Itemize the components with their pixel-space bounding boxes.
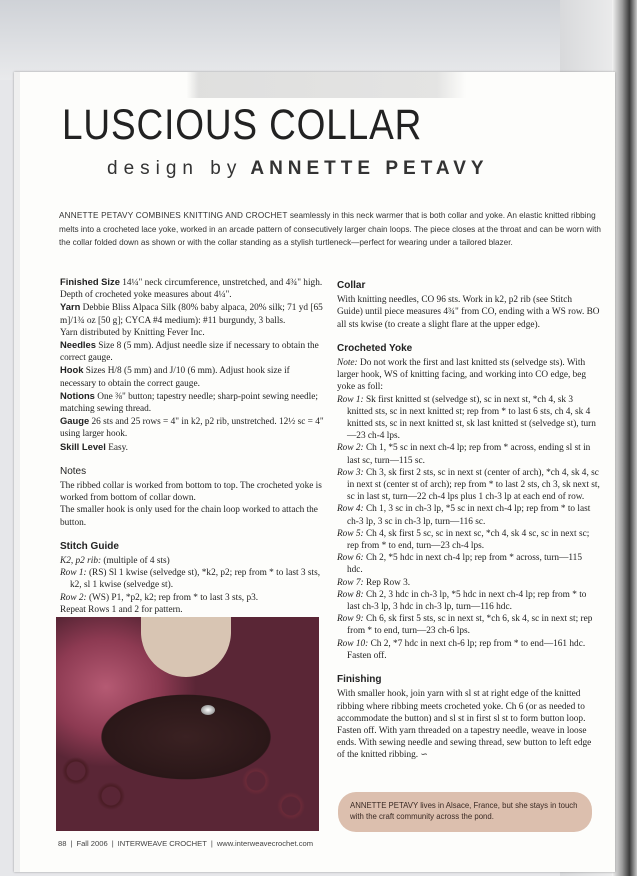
rib-subhead: K2, p2 rib: (multiple of 4 sts) bbox=[60, 556, 170, 567]
yoke-note: Note: Do not work the first and last knitted sts (selvedge sts). With larger hook, WS of knitting facing, and working into CO edge, beg yoke as foll: bbox=[337, 358, 587, 393]
spec-needles: Needles Size 8 (5 mm). Adjust needle size if necessary to obtain the correct gauge. bbox=[60, 339, 319, 364]
magazine-url: www.interweavecrochet.com bbox=[216, 839, 314, 848]
designer-bio bbox=[338, 792, 592, 832]
yoke-row: Row 2: Ch 1, *5 sc in next ch-4 lp; rep from * across, ending sl st in last sc, turn—115 sc. bbox=[337, 443, 591, 466]
intro-lead: ANNETTE PETAVY COMBINES KNITTING AND CROCHET bbox=[59, 211, 288, 220]
byline-prefix: design by bbox=[107, 158, 243, 179]
yoke-row: Row 6: Ch 2, *5 hdc in next ch-4 lp; rep from * across, turn—115 hdc. bbox=[337, 553, 582, 576]
lace-loops bbox=[56, 741, 319, 831]
note-item: The smaller hook is only used for the chain loop worked to attach the button. bbox=[60, 505, 318, 528]
spec-finished-size: Finished Size 14¼" neck circumference, unstretched, and 4¾" high. Depth of crocheted yoke measures about 4¼". bbox=[60, 276, 323, 301]
magazine-name: INTERWEAVE CROCHET bbox=[117, 839, 207, 848]
book-spine bbox=[612, 0, 637, 876]
spec-hook: Hook Sizes H/8 (5 mm) and J/10 (6 mm). Adjust hook size if necessary to obtain the correct gauge. bbox=[60, 364, 290, 389]
yoke-heading: Crocheted Yoke bbox=[337, 342, 413, 354]
collar-heading: Collar bbox=[337, 280, 366, 291]
yoke-row: Row 10: Ch 2, *7 hdc in next ch-6 lp; rep from * to end—161 hdc. Fasten off. bbox=[337, 638, 586, 661]
button-detail bbox=[201, 705, 215, 715]
page-footer: 88 | Fall 2006 | INTERWEAVE CROCHET | www.interweavecrochet.com bbox=[58, 839, 314, 848]
page-shadow bbox=[20, 72, 615, 98]
issue-date: Fall 2006 bbox=[76, 839, 108, 848]
finishing-text: With smaller hook, join yarn with sl st at right edge of the knitted ribbing where ribbing meets crocheted yoke. Ch 6 (or as needed to accommodate the button) and sl st in first sl st to form button loop. Fasten off. With yarn threaded on a tapestry needle, weave in loose ends. With sewing needle and sewing thread, sew button to left edge of the knitted ribbing. ∽ bbox=[337, 689, 592, 761]
spec-gauge: Gauge 26 sts and 25 rows = 4" in k2, p2 rib, unstretched. 12½ sc = 4" using larger hook. bbox=[60, 415, 324, 440]
page-title: LUSCIOUS COLLAR bbox=[62, 101, 423, 149]
yoke-row: Row 7: Rep Row 3. bbox=[337, 577, 411, 588]
rib-row: Row 1: (RS) Sl 1 kwise (selvedge st), *k2, p2; rep from * to last 3 sts, k2, sl 1 kwise (selvedge st). bbox=[60, 568, 321, 591]
yoke-row: Row 4: Ch 1, 3 sc in ch-3 lp, *5 sc in next ch-4 lp; rep from * to last ch-3 lp, 3 sc in ch-3 lp, turn—116 sc. bbox=[337, 504, 591, 527]
end-mark-icon: ∽ bbox=[420, 750, 428, 761]
spec-notions: Notions One ⅜" button; tapestry needle; sharp-point sewing needle; matching sewing thread. bbox=[60, 389, 318, 415]
notes-heading: Notes bbox=[60, 465, 87, 477]
bio-name: ANNETTE PETAVY bbox=[350, 801, 419, 810]
spec-skill-level: Skill Level Easy. bbox=[60, 440, 128, 453]
intro-paragraph bbox=[59, 209, 604, 250]
model-neck bbox=[141, 617, 231, 677]
intro-body: seamlessly in this neck warmer that is both collar and yoke. An elastic knitted ribbing melts into a crocheted lace yoke, worked in an arcade pattern of consecutively larger chain loops. The piece closes at the throat and can be worn with the collar folded down as shown or with the collar standing as a stylish turtleneck—perfect for wearing under a tailored blazer. bbox=[59, 211, 601, 248]
yoke-row: Row 3: Ch 3, sk first 2 sts, sc in next st (center of arch), *ch 4, sk 4, sc in next st (center st of arch); rep from * to last 2 sts, ch 3, sk next st, sc in last st, turn—22 ch-4 lps plus 1 ch-3 lp at each end of row. bbox=[337, 467, 600, 503]
yoke-row: Row 9: Ch 6, sk first 5 sts, sc in next st, *ch 6, sk 4, sc in next st; rep from * to end, turn—23 ch-6 lps. bbox=[337, 614, 593, 637]
stitch-guide-heading: Stitch Guide bbox=[60, 540, 119, 552]
bio-text: lives in Alsace, France, but she stays in touch with the craft community across the pond. bbox=[350, 801, 578, 821]
byline bbox=[107, 158, 489, 180]
rib-repeat: Repeat Rows 1 and 2 for pattern. bbox=[60, 604, 183, 615]
right-column bbox=[337, 280, 600, 762]
designer-name: ANNETTE PETAVY bbox=[250, 158, 489, 179]
collar-text: With knitting needles, CO 96 sts. Work in k2, p2 rib (see Stitch Guide) until piece measures 4¾" from CO, ending with a WS row. BO all sts kwise (to create a slight flare at the upper edge). bbox=[337, 295, 600, 330]
spec-yarn-distributor: Yarn distributed by Knitting Fever Inc. bbox=[60, 327, 205, 338]
finishing-heading: Finishing bbox=[337, 674, 382, 686]
rib-row: Row 2: (WS) P1, *p2, k2; rep from * to last 3 sts, p3. bbox=[60, 592, 259, 603]
yoke-row: Row 5: Ch 4, sk first 5 sc, sc in next sc, *ch 4, sk 4 sc, sc in next sc; rep from * to end, turn—23 ch-4 lps. bbox=[337, 528, 590, 552]
yoke-row: Row 1: Sk first knitted st (selvedge st), sc in next st, *ch 4, sk 3 knitted sts, sc in next knitted st; rep from * to last 6 sts, ch 4, sk 4 knitted sts, sc in next knitted st, sk last knitted st (selvedge st), turn—23 ch-4 lps. bbox=[337, 394, 596, 442]
collar-photo bbox=[56, 617, 319, 831]
left-column bbox=[60, 276, 325, 616]
page-number: 88 bbox=[58, 839, 67, 848]
scan-background bbox=[0, 0, 637, 80]
yoke-row: Row 8: Ch 2, 3 hdc in ch-3 lp, *5 hdc in next ch-4 lp; rep from * to last ch-3 lp, 3 hdc in ch-3 lp, turn—116 hdc. bbox=[337, 589, 587, 613]
note-item: The ribbed collar is worked from bottom to top. The crocheted yoke is worked from bottom of collar down. bbox=[60, 481, 322, 504]
spec-yarn: Yarn Debbie Bliss Alpaca Silk (80% baby alpaca, 20% silk; 71 yd [65 m]/1¾ oz [50 g]; CYCA #4 medium): #11 burgundy, 3 balls. bbox=[60, 301, 323, 326]
